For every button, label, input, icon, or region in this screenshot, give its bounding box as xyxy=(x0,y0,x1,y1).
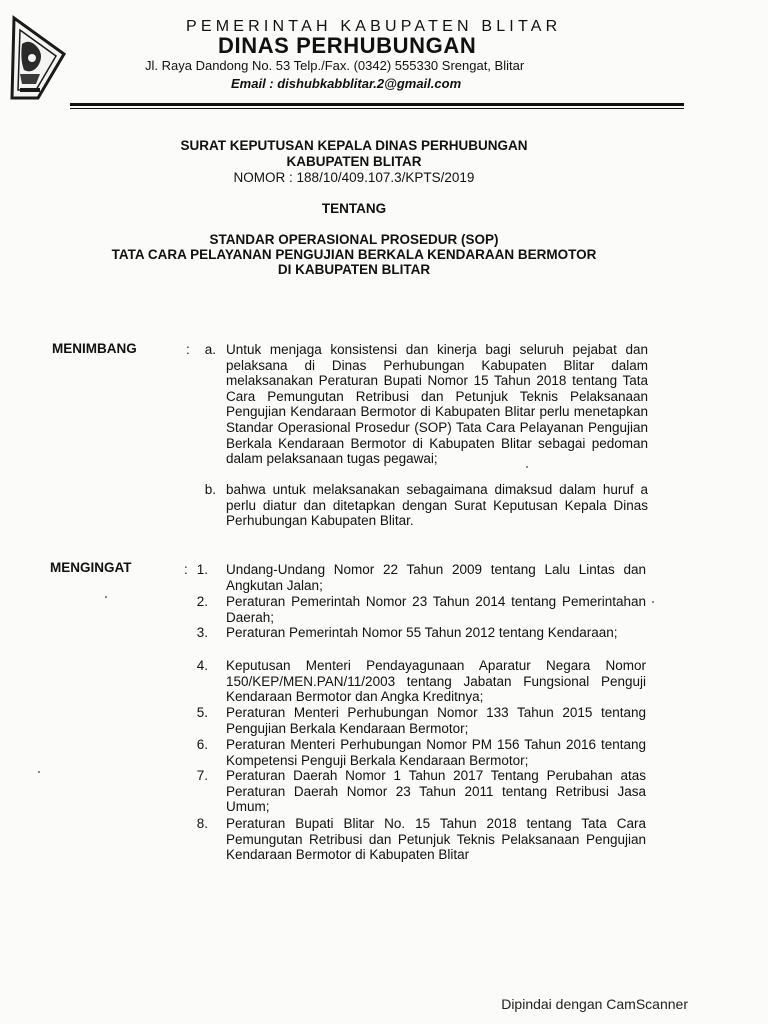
menimbang-label: MENIMBANG xyxy=(52,341,137,356)
scan-speck xyxy=(652,601,654,603)
menimbang-item-mark: b. xyxy=(204,482,216,497)
menimbang-item-mark: a. xyxy=(204,342,216,357)
mengingat-label: MENGINGAT xyxy=(50,560,132,575)
decree-title-line1: SURAT KEPUTUSAN KEPALA DINAS PERHUBUNGAN xyxy=(180,138,528,153)
kabupaten-blitar-emblem-icon xyxy=(8,14,68,100)
mengingat-item-text: Peraturan Pemerintah Nomor 55 Tahun 2012 tentang Kendaraan; xyxy=(226,625,618,640)
mengingat-item-text: Peraturan Menteri Perhubungan Nomor 133 Tahun 2015 tentang Pengujian Berkala Kendaraan Bermotor; xyxy=(226,705,646,736)
mengingat-item-mark: 1. xyxy=(196,562,208,577)
letterhead-divider-thin xyxy=(70,108,684,109)
decree-about-heading: TENTANG xyxy=(321,201,387,216)
scan-speck xyxy=(526,466,528,468)
decree-number: NOMOR : 188/10/409.107.3/KPTS/2019 xyxy=(233,170,475,185)
letterhead-government: PEMERINTAH KABUPATEN BLITAR xyxy=(186,18,562,35)
camscanner-watermark: Dipindai dengan CamScanner xyxy=(501,996,688,1012)
mengingat-item-mark: 4. xyxy=(196,658,208,673)
menimbang-colon: : xyxy=(186,342,190,357)
mengingat-colon: : xyxy=(184,562,188,577)
mengingat-item-text: Peraturan Menteri Perhubungan Nomor PM 156 Tahun 2016 tentang Kompetensi Penguji Berkala Kendaraan Bermotor; xyxy=(226,737,646,768)
decree-subject-line3: DI KABUPATEN BLITAR xyxy=(277,262,431,277)
mengingat-item-mark: 7. xyxy=(196,768,208,783)
scan-speck xyxy=(38,771,40,773)
mengingat-item-text: Peraturan Pemerintah Nomor 23 Tahun 2014 tentang Pemerintahan Daerah; xyxy=(226,594,646,625)
mengingat-item-mark: 3. xyxy=(196,625,208,640)
scan-speck xyxy=(105,596,107,598)
mengingat-item-mark: 6. xyxy=(196,737,208,752)
letterhead-address: Jl. Raya Dandong No. 53 Telp./Fax. (0342) 555330 Srengat, Blitar xyxy=(145,58,525,73)
menimbang-item-text: bahwa untuk melaksanakan sebagaimana dimaksud dalam huruf a perlu diatur dan ditetapkan dengan Surat Keputusan Kepala Dinas Perhubungan Kabupaten Blitar. xyxy=(226,482,648,529)
decree-subject-line2: TATA CARA PELAYANAN PENGUJIAN BERKALA KENDARAAN BERMOTOR xyxy=(111,247,597,262)
menimbang-item-text: Untuk menjaga konsistensi dan kinerja bagi seluruh pejabat dan pelaksana di Dinas Perhubungan Kabupaten Blitar dalam melaksanakan Peraturan Bupati Nomor 15 Tahun 2018 tentang Tata Cara Pemungutan Retribusi dan Petunjuk Teknis Pelaksanaan Pengujian Kendaraan Bermotor di Kabupaten Blitar perlu menetapkan Standar Operasional Prosedur (SOP) Tata Cara Pelayanan Pengujian Berkala Kendaraan Bermotor di Kabupaten Blitar sebagai pedoman dalam pelaksanaan tugas pegawai; xyxy=(226,342,648,467)
mengingat-item-text: Keputusan Menteri Pendayagunaan Aparatur Negara Nomor 150/KEP/MEN.PAN/11/2003 tentang Jabatan Fungsional Penguji Kendaraan Bermotor dan Angka Kreditnya; xyxy=(226,658,646,705)
decree-subject-line1: STANDAR OPERASIONAL PROSEDUR (SOP) xyxy=(209,232,499,247)
mengingat-item-text: Peraturan Daerah Nomor 1 Tahun 2017 Tentang Perubahan atas Peraturan Daerah Nomor 23 Tahun 2011 tentang Retribusi Jasa Umum; xyxy=(226,768,646,815)
mengingat-item-mark: 2. xyxy=(196,594,208,609)
mengingat-item-text: Peraturan Bupati Blitar No. 15 Tahun 2018 tentang Tata Cara Pemungutan Retribusi dan Petunjuk Teknis Pelaksanaan Pengujian Kendaraan Bermotor di Kabupaten Blitar xyxy=(226,816,646,863)
mengingat-item-text: Undang-Undang Nomor 22 Tahun 2009 tentang Lalu Lintas dan Angkutan Jalan; xyxy=(226,562,646,593)
mengingat-item-mark: 5. xyxy=(196,705,208,720)
decree-title-line2: KABUPATEN BLITAR xyxy=(286,154,422,169)
mengingat-item-mark: 8. xyxy=(196,816,208,831)
letterhead-divider-thick xyxy=(70,103,684,106)
letterhead-agency: DINAS PERHUBUNGAN xyxy=(218,33,477,58)
letterhead-email: Email : dishubkabblitar.2@gmail.com xyxy=(231,76,462,91)
